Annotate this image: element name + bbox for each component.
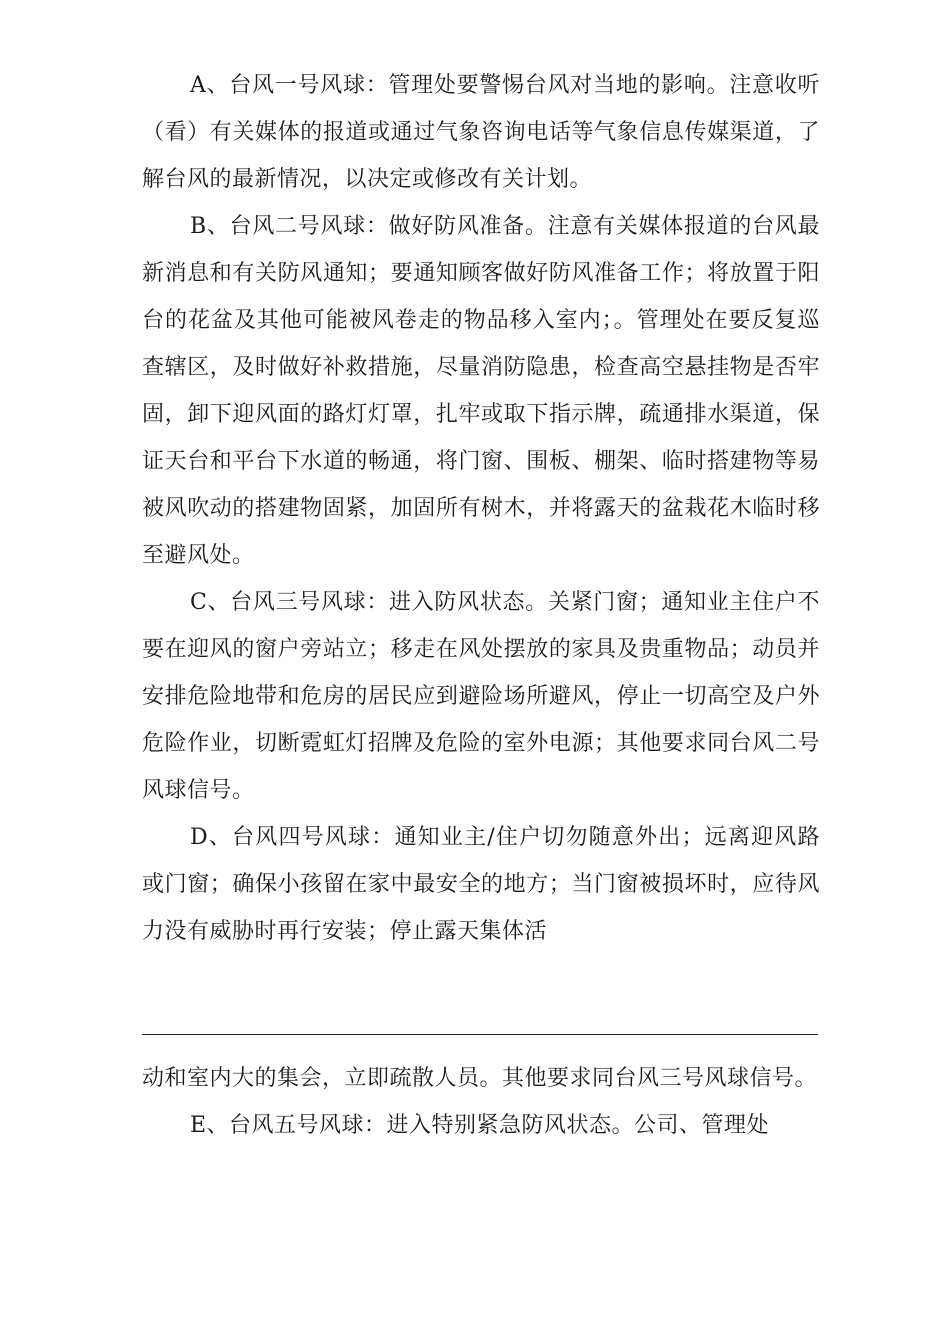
page-text-bottom — [142, 1055, 820, 1149]
page-text-top — [142, 62, 820, 955]
paragraph-signal-2: B、台风二号风球：做好防风准备。注意有关媒体报道的台风最新消息和有关防风通知；要通知顾客做好防风准备工作；将放置于阳台的花盆及其他可能被风卷走的物品移入室内；。管理处在要反复巡查辖区，及时做好补救措施，尽量消防隐患，检查高空悬挂物是否牢固，卸下迎风面的路灯灯罩，扎牢或取下指示牌，疏通排水渠道，保证天台和平台下水道的畅通，将门窗、围板、棚架、临时搭建物等易被风吹动的搭建物固紧，加固所有树木，并将露天的盆栽花木临时移至避风处。 — [142, 214, 820, 568]
paragraph-signal-4: D、台风四号风球：通知业主/住户切勿随意外出；远离迎风路或门窗；确保小孩留在家中最安全的地方；当门窗被损坏时，应待风力没有威胁时再行安装；停止露天集体活 — [142, 825, 820, 944]
paragraph-signal-3: C、台风三号风球：进入防风状态。关紧门窗；通知业主住户不要在迎风的窗户旁站立；移走在风处摆放的家具及贵重物品；动员并安排危险地带和危房的居民应到避险场所避风，停止一切高空及户外危险作业，切断霓虹灯招牌及危险的室外电源；其他要求同台风二号风球信号。 — [142, 590, 820, 803]
page-divider — [142, 1034, 818, 1035]
paragraph-signal-1: A、台风一号风球：管理处要警惕台风对当地的影响。注意收听（看）有关媒体的报道或通过气象咨询电话等气象信息传媒渠道，了解台风的最新情况，以决定或修改有关计划。 — [142, 73, 820, 192]
paragraph-signal-4-continued: 动和室内大的集会，立即疏散人员。其他要求同台风三号风球信号。 — [142, 1066, 818, 1091]
paragraph-signal-5: E、台风五号风球：进入特别紧急防风状态。公司、管理处 — [190, 1113, 770, 1138]
